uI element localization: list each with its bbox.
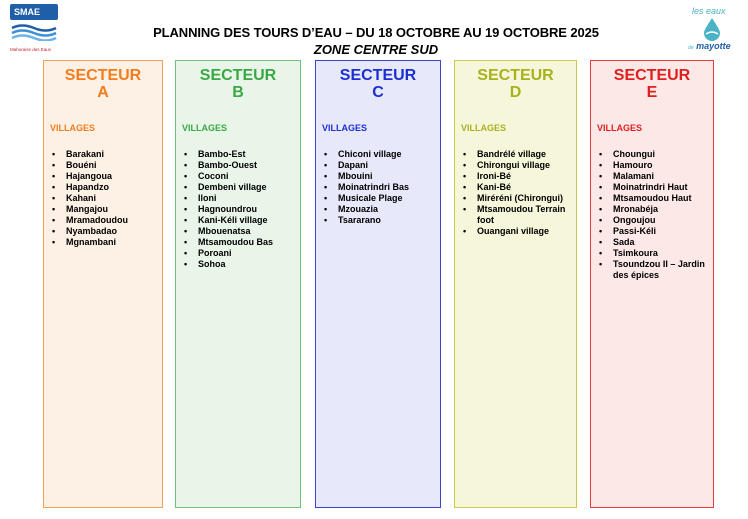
- village-item: • Tsimkoura: [591, 248, 709, 259]
- village-item: • Choungui: [591, 149, 709, 160]
- sector-heading-label: SECTEUR: [64, 67, 142, 84]
- eaux-mayotte-de: de: [688, 45, 694, 51]
- village-list: [455, 149, 576, 237]
- village-item: • Sohoa: [176, 259, 296, 270]
- village-item: • Kani-Bé: [455, 182, 572, 193]
- village-item: • Bambo-Est: [176, 149, 296, 160]
- village-list: [591, 149, 713, 281]
- village-item: • Mronabéja: [591, 204, 709, 215]
- sector-heading-label: SECTEUR: [613, 67, 691, 84]
- sector-heading-label: SECTEUR: [477, 67, 554, 84]
- village-item: • Mzouazia: [316, 204, 436, 215]
- village-item: • Mgnambani: [44, 237, 158, 248]
- villages-label: VILLAGES: [322, 123, 368, 133]
- page-subtitle: ZONE CENTRE SUD: [313, 42, 439, 57]
- villages-label: VILLAGES: [461, 123, 507, 133]
- village-item: • Mtsamoudou Bas: [176, 237, 296, 248]
- village-list: [176, 149, 300, 270]
- page-title: PLANNING DES TOURS D’EAU – DU 18 OCTOBRE AU 19 OCTOBRE 2025: [153, 25, 599, 40]
- smae-logo-caption: Mahoraise des Eaux: [10, 47, 52, 52]
- eaux-mayotte-line1: les eaux: [692, 6, 726, 16]
- village-item: • Barakani: [44, 149, 158, 160]
- village-item: • Mbouenatsa: [176, 226, 296, 237]
- smae-logo-text: SMAE: [10, 4, 58, 20]
- sector-heading-letter: E: [646, 84, 658, 101]
- sector-column-e: [590, 60, 714, 508]
- village-list: [316, 149, 440, 226]
- village-item: • Bambo-Ouest: [176, 160, 296, 171]
- sector-heading-letter: D: [509, 84, 522, 101]
- sector-heading-label: SECTEUR: [339, 67, 417, 84]
- village-item: • Mangajou: [44, 204, 158, 215]
- village-item: • Hapandzo: [44, 182, 158, 193]
- sector-heading: [455, 67, 576, 101]
- sector-heading: [316, 67, 440, 101]
- village-item: • Poroani: [176, 248, 296, 259]
- sector-heading: [44, 67, 162, 101]
- village-item: • Ironi-Bé: [455, 171, 572, 182]
- village-item: • Hajangoua: [44, 171, 158, 182]
- village-item: • Mbouini: [316, 171, 436, 182]
- village-item: • Mramadoudou: [44, 215, 158, 226]
- village-item: • Tsararano: [316, 215, 436, 226]
- village-item: • Moinatrindri Bas: [316, 182, 436, 193]
- village-item: • Dembeni village: [176, 182, 296, 193]
- sector-column-c: [315, 60, 441, 508]
- village-item: • Ongoujou: [591, 215, 709, 226]
- sector-heading-letter: C: [372, 84, 384, 101]
- village-item: • Mtsamoudou Haut: [591, 193, 709, 204]
- village-item: • Bouéni: [44, 160, 158, 171]
- village-list: [44, 149, 162, 248]
- villages-label: VILLAGES: [182, 123, 228, 133]
- sector-heading-letter: B: [232, 84, 244, 101]
- sector-heading: [591, 67, 713, 101]
- village-item: • Passi-Kéli: [591, 226, 709, 237]
- village-item: • Tsoundzou II – Jardin des épices: [591, 259, 709, 281]
- eaux-mayotte-name: mayotte: [696, 41, 731, 51]
- villages-label: VILLAGES: [597, 123, 643, 133]
- village-item: • Chirongui village: [455, 160, 572, 171]
- village-item: • Coconi: [176, 171, 296, 182]
- village-item: • Ouangani village: [455, 226, 572, 237]
- villages-label: VILLAGES: [50, 123, 96, 133]
- village-item: • Mtsamoudou Terrain foot: [455, 204, 572, 226]
- village-item: • Moinatrindri Haut: [591, 182, 709, 193]
- village-item: • Malamani: [591, 171, 709, 182]
- village-item: • Chiconi village: [316, 149, 436, 160]
- village-item: • Hamouro: [591, 160, 709, 171]
- village-item: • Kahani: [44, 193, 158, 204]
- village-item: • Miréréni (Chirongui): [455, 193, 572, 204]
- village-item: • Sada: [591, 237, 709, 248]
- sector-column-b: [175, 60, 301, 508]
- sector-heading-letter: A: [97, 84, 109, 101]
- sector-column-a: [43, 60, 163, 508]
- sector-heading: [176, 67, 300, 101]
- sector-heading-label: SECTEUR: [199, 67, 277, 84]
- village-item: • Dapani: [316, 160, 436, 171]
- village-item: • Iloni: [176, 193, 296, 204]
- village-item: • Hagnoundrou: [176, 204, 296, 215]
- village-item: • Musicale Plage: [316, 193, 436, 204]
- village-item: • Kani-Kéli village: [176, 215, 296, 226]
- village-item: • Nyambadao: [44, 226, 158, 237]
- village-item: • Bandrélé village: [455, 149, 572, 160]
- sector-column-d: [454, 60, 577, 508]
